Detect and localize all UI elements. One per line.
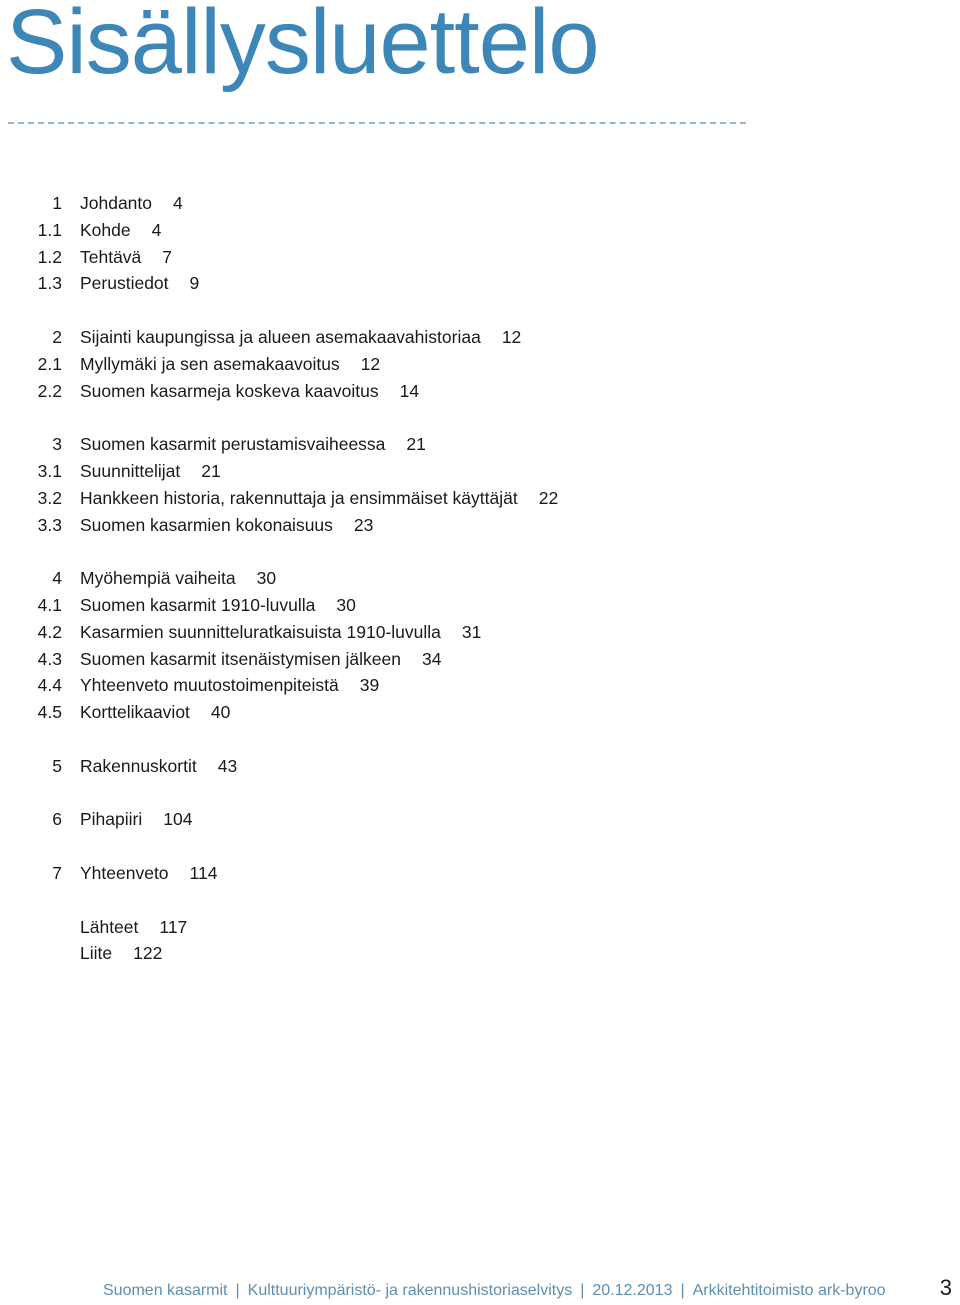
toc-group	[0, 753, 960, 780]
toc-entry[interactable]	[0, 431, 960, 458]
toc-entry-title: Yhteenveto muutostoimenpiteistä	[80, 675, 339, 696]
toc-group	[0, 914, 960, 968]
toc-entry-page: 31	[461, 621, 482, 642]
footer-part: Arkkitehtitoimisto ark-byroo	[692, 1282, 886, 1299]
toc-entry-title: Rakennuskortit	[80, 755, 197, 776]
toc-group	[0, 431, 960, 538]
toc-entry-title: Lähteet	[80, 916, 139, 937]
toc-entry-title: Suomen kasarmit itsenäistymisen jälkeen	[80, 648, 401, 669]
toc-entry-title: Myöhempiä vaiheita	[80, 568, 236, 589]
toc-entry[interactable]	[0, 270, 960, 297]
toc-entry-number: 2.2	[37, 380, 62, 401]
toc-entry-title: Yhteenveto	[80, 862, 169, 883]
toc-entry-title: Suomen kasarmit 1910-luvulla	[80, 594, 316, 615]
toc-entry[interactable]	[0, 940, 960, 967]
toc-entry-number: 3	[52, 434, 62, 455]
toc-entry[interactable]	[0, 512, 960, 539]
toc-entry[interactable]	[0, 914, 960, 941]
toc-entry-title: Suomen kasarmit perustamisvaiheessa	[80, 434, 386, 455]
toc-entry[interactable]	[0, 190, 960, 217]
toc-entry-page: 4	[151, 219, 162, 240]
toc-entry-number	[0, 914, 62, 941]
toc-entry[interactable]	[0, 753, 960, 780]
toc-entry[interactable]	[0, 217, 960, 244]
toc-entry-page: 7	[162, 246, 173, 267]
table-of-contents	[0, 190, 960, 994]
toc-entry-title: Liite	[80, 943, 113, 964]
toc-group	[0, 190, 960, 297]
footer-separator: |	[680, 1282, 685, 1299]
toc-entry-page: 21	[201, 460, 221, 481]
toc-entry-number: 3.1	[37, 460, 62, 481]
toc-entry-title: Kasarmien suunnitteluratkaisuista 1910-luvulla	[80, 621, 441, 642]
toc-entry-title: Tehtävä	[80, 246, 142, 267]
toc-entry-page: 43	[217, 755, 238, 776]
toc-entry-number: 4.4	[37, 675, 62, 696]
toc-entry-number: 4.5	[37, 702, 62, 723]
toc-entry[interactable]	[0, 244, 960, 271]
toc-entry[interactable]	[0, 324, 960, 351]
toc-entry-number: 3.3	[37, 514, 62, 535]
toc-entry-page: 23	[353, 514, 374, 535]
toc-entry-page: 21	[406, 434, 426, 455]
toc-entry[interactable]	[0, 860, 960, 887]
toc-entry-title: Korttelikaaviot	[80, 702, 190, 723]
toc-entry-number: 6	[52, 809, 62, 830]
toc-entry-title: Perustiedot	[80, 273, 169, 294]
toc-entry[interactable]	[0, 699, 960, 726]
toc-group	[0, 860, 960, 887]
toc-entry-page: 114	[189, 862, 218, 883]
toc-entry[interactable]	[0, 592, 960, 619]
toc-entry-number: 4.3	[37, 648, 62, 669]
toc-entry-page: 122	[133, 943, 163, 964]
toc-entry-page: 40	[210, 702, 231, 723]
toc-entry-number: 1.1	[37, 219, 62, 240]
toc-entry-title: Kohde	[80, 219, 131, 240]
toc-entry-number: 7	[52, 862, 62, 883]
toc-entry-number: 1.3	[37, 273, 62, 294]
toc-group	[0, 324, 960, 404]
toc-entry-title: Pihapiiri	[80, 809, 143, 830]
toc-entry-page: 12	[360, 353, 381, 374]
toc-entry-page: 117	[159, 916, 188, 937]
toc-entry-title: Sijainti kaupungissa ja alueen asemakaavahistoriaa	[80, 326, 481, 347]
page-footer	[103, 1280, 886, 1302]
toc-entry-page: 34	[421, 648, 442, 669]
toc-entry-page: 104	[163, 809, 193, 830]
toc-entry[interactable]	[0, 378, 960, 405]
toc-entry-number: 4.2	[37, 621, 62, 642]
page-title: Sisällysluettelo	[6, 0, 599, 93]
toc-group	[0, 806, 960, 833]
toc-entry-page: 30	[256, 568, 277, 589]
toc-entry-page: 22	[538, 487, 559, 508]
footer-part: 20.12.2013	[592, 1282, 673, 1299]
toc-entry-page: 30	[336, 594, 356, 615]
toc-entry[interactable]	[0, 351, 960, 378]
toc-entry-title: Suunnittelijat	[80, 460, 181, 481]
toc-entry-title: Suomen kasarmeja koskeva kaavoitus	[80, 380, 379, 401]
toc-entry-number: 5	[52, 755, 62, 776]
toc-entry-page: 9	[189, 273, 200, 294]
toc-entry[interactable]	[0, 672, 960, 699]
toc-entry[interactable]	[0, 485, 960, 512]
footer-part: Kulttuuriympäristö- ja rakennushistoriaselvitys	[247, 1282, 573, 1299]
toc-entry-number: 1	[52, 193, 62, 213]
toc-entry-page: 4	[173, 193, 183, 213]
toc-entry-number: 4.1	[37, 594, 62, 615]
toc-group	[0, 565, 960, 726]
toc-entry-title: Hankkeen historia, rakennuttaja ja ensimmäiset käyttäjät	[80, 487, 518, 508]
toc-entry-number: 4	[52, 568, 62, 589]
toc-entry-page: 14	[399, 380, 420, 401]
toc-entry-number: 2.1	[37, 353, 62, 374]
toc-entry-title: Suomen kasarmien kokonaisuus	[80, 514, 333, 535]
toc-entry[interactable]	[0, 458, 960, 485]
toc-entry-number: 2	[52, 326, 62, 347]
title-divider	[8, 122, 746, 124]
toc-entry-number	[0, 940, 62, 967]
toc-entry-title: Johdanto	[80, 193, 153, 213]
toc-entry-title: Myllymäki ja sen asemakaavoitus	[80, 353, 340, 374]
toc-entry-number: 1.2	[37, 246, 62, 267]
toc-entry-page: 12	[501, 326, 522, 347]
toc-entry-number: 3.2	[37, 487, 62, 508]
toc-entry-page: 39	[359, 675, 380, 696]
footer-part: Suomen kasarmit	[103, 1282, 228, 1299]
toc-entry[interactable]	[0, 619, 960, 646]
toc-entry[interactable]	[0, 646, 960, 673]
footer-separator: |	[235, 1282, 240, 1299]
toc-entry[interactable]	[0, 806, 960, 833]
toc-entry[interactable]	[0, 565, 960, 592]
page-number: 3	[939, 1275, 952, 1300]
footer-separator: |	[580, 1282, 585, 1299]
